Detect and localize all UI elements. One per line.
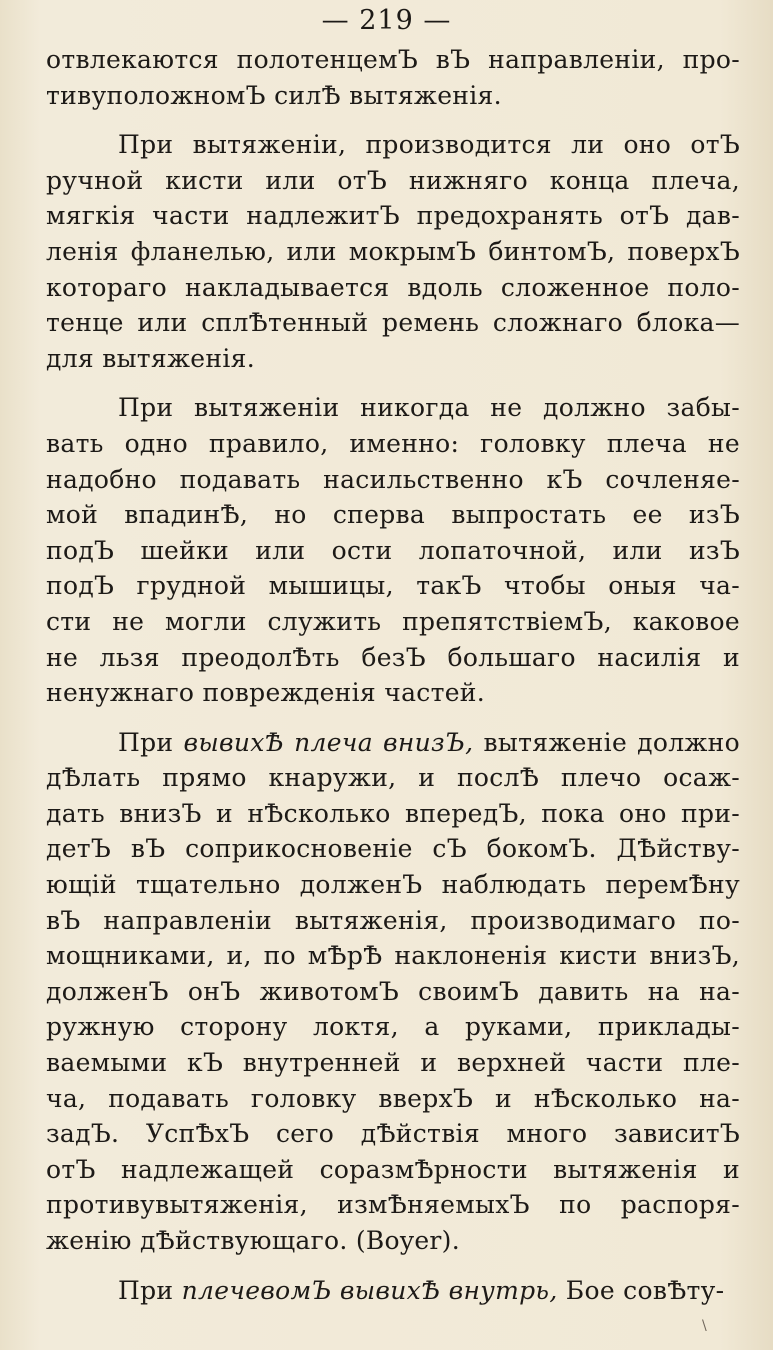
text-line: женію дѢйствующаго. (Boyer). <box>46 1226 460 1255</box>
text-line: тенце или сплѢтенный ремень сложнаго блока— <box>46 308 740 338</box>
text-line <box>46 1273 740 1309</box>
text-line: ющій тщательно долженЪ наблюдать перемѢну <box>46 870 740 900</box>
text-line: мощниками, и, по мѢрѢ наклоненія кисти внизЪ, <box>46 941 740 971</box>
text-line: ваемыми кЪ внутренней и верхней части пле- <box>46 1048 740 1078</box>
text-line: ручной кисти или отЪ нижняго конца плеча, <box>46 165 740 195</box>
paragraph <box>46 390 740 710</box>
paragraph <box>46 1273 740 1309</box>
text-line: ненужнаго поврежденія частей. <box>46 678 486 708</box>
text-run: вытяженіе должно <box>473 727 740 757</box>
page-number: — 219 — <box>321 5 452 36</box>
text-line: противувытяженія, измѢняемыхЪ по распоря- <box>46 1190 740 1220</box>
text-line: дать внизЪ и нѢсколько впередЪ, пока оно при- <box>46 798 740 828</box>
text-line: мой впадинѢ, но сперва выпростать ее изЪ <box>46 500 740 530</box>
text-line: дѢлать прямо кнаружи, и послѢ плечо осаж- <box>46 763 740 793</box>
text-line: для вытяженія. <box>46 343 255 373</box>
text-line: детЪ вЪ соприкосновеніе сЪ бокомЪ. ДѢйству- <box>46 834 740 864</box>
text-line: отвлекаются полотенцемЪ вЪ направленіи, про- <box>46 45 740 74</box>
text-run: При <box>118 727 184 757</box>
text-line: тивуположномЪ силѢ вытяженія. <box>46 80 502 110</box>
text-line: надобно подавать насильственно кЪ сочленяе- <box>46 464 740 494</box>
text-line: вать одно правило, именно: головку плеча не <box>46 428 740 458</box>
ink-speck: \ <box>702 1318 707 1334</box>
text-line: При вытяженіи, производится ли оно отЪ <box>118 130 740 160</box>
text-run: Бое совѢту- <box>557 1275 725 1305</box>
page-body-text <box>46 42 740 1308</box>
text-line: подЪ шейки или ости лопаточной, или изЪ <box>46 535 740 565</box>
text-line: вЪ направленіи вытяженія, производимаго по- <box>46 905 740 935</box>
text-line: долженЪ онЪ животомЪ своимЪ давить на на- <box>46 976 740 1006</box>
italic-term: вывихѢ плеча внизЪ, <box>183 727 474 757</box>
paragraph <box>46 127 740 376</box>
text-line: ружную сторону локтя, а руками, приклады- <box>46 1012 740 1042</box>
paragraph <box>46 725 740 1259</box>
paragraph <box>46 42 740 113</box>
text-line: ча, подавать головку вверхЪ и нѢсколько на- <box>46 1083 740 1113</box>
text-line: сти не могли служить препятствіемЪ, каковое <box>46 606 740 636</box>
text-line: не льзя преодолѢть безЪ большаго насилія и <box>46 642 740 672</box>
text-line <box>46 725 740 761</box>
text-line: ленія фланелью, или мокрымЪ бинтомЪ, поверхЪ <box>46 236 740 266</box>
text-line: задЪ. УспѢхЪ сего дѢйствія много зависитЪ <box>46 1119 740 1149</box>
text-line: отЪ надлежащей соразмѢрности вытяженія и <box>46 1154 740 1184</box>
text-line: подЪ грудной мышицы, такЪ чтобы оныя ча- <box>46 571 740 601</box>
italic-term: плечевомЪ вывихѢ внутрь, <box>181 1275 558 1305</box>
text-line: мягкія части надлежитЪ предохранять отЪ дав- <box>46 201 740 231</box>
text-run: При <box>118 1275 182 1305</box>
text-line: котораго накладывается вдоль сложенное поло- <box>46 272 740 302</box>
text-line: При вытяженіи никогда не должно забы- <box>118 393 740 423</box>
